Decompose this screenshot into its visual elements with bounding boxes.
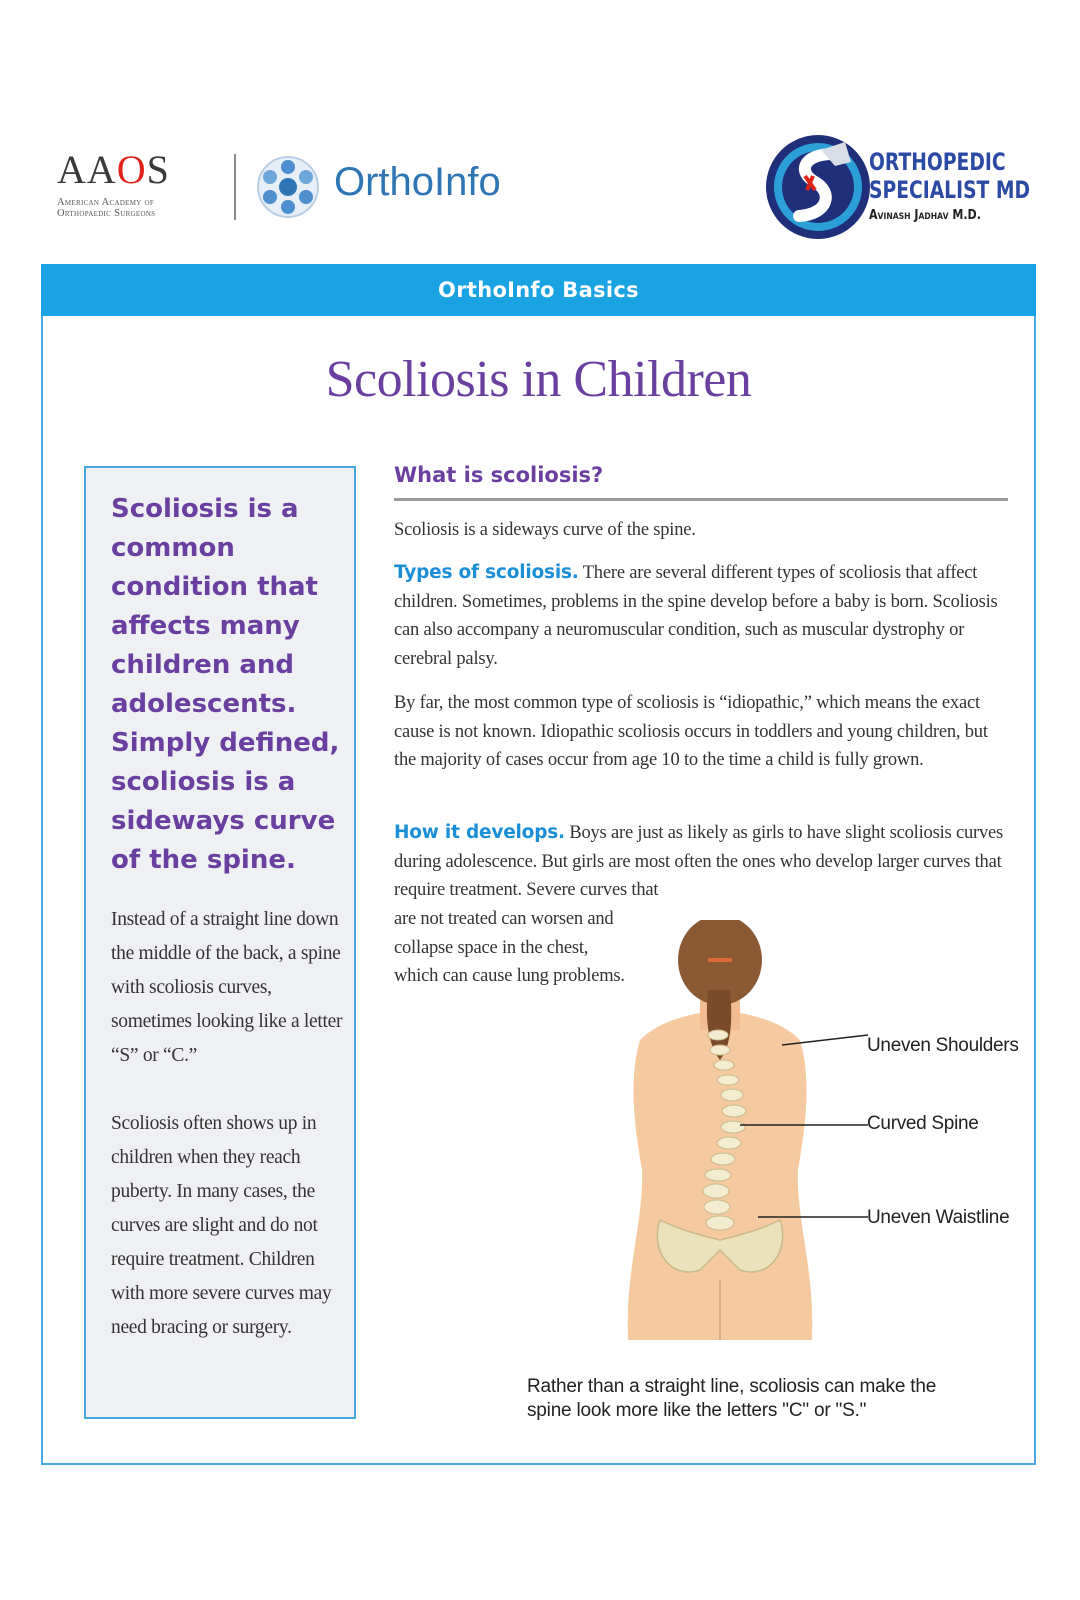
aaos-subtitle-line1: American Academy of (57, 197, 155, 208)
develops-lead-in: How it develops. (394, 822, 565, 843)
develops-paragraph-continued: are not treated can worsen and collapse space in the chest, which can cause lung problems. (394, 909, 625, 986)
definition-paragraph: Scoliosis is a sideways curve of the spine. (394, 520, 696, 540)
page-title: Scoliosis in Children (325, 351, 752, 408)
aaos-wordmark-o: O (116, 147, 147, 192)
osmd-name-line1: ORTHOPEDIC (869, 148, 1006, 176)
osmd-doctor-name: Avinash Jadhav M.D. (869, 208, 981, 223)
osmd-name-line2: SPECIALIST MD (869, 176, 1031, 204)
types-text: There are several different types of scoliosis that affect children. Sometimes, problems in the spine develop before a baby is born. Scoliosis can also accompany a neuromuscular condition, such as muscular dystrophy or cerebral palsy. (394, 563, 998, 669)
aaos-subtitle (57, 197, 207, 219)
orthoinfo-globe-icon (256, 155, 320, 219)
aaos-wordmark-aa: AA (57, 147, 117, 192)
orthoinfo-wordmark: OrthoInfo (334, 160, 501, 204)
logo-divider (234, 154, 236, 220)
section-heading: What is scoliosis? (394, 463, 604, 487)
label-uneven-waistline: Uneven Waistline (867, 1207, 1010, 1228)
types-paragraph (394, 559, 1009, 673)
banner: OrthoInfo Basics (41, 264, 1036, 316)
sidebar-paragraph: Instead of a straight line down the middle of the back, a spine with scoliosis curves, sometimes looking like a letter “S” or “C.” (111, 909, 343, 1066)
aaos-wordmark-s: S (146, 147, 170, 192)
illustration-leader-lines (740, 1030, 870, 1230)
section-rule (394, 498, 1008, 501)
aaos-logo (57, 147, 170, 192)
aaos-subtitle-line2: Orthopaedic Surgeons (57, 208, 156, 219)
label-uneven-shoulders: Uneven Shoulders (867, 1035, 1019, 1056)
sidebar-callout: Scoliosis is a common condition that affects many children and adolescents. Simply defined, scoliosis is a sideways curve of the spine. (111, 494, 340, 875)
develops-text: Boys are just as likely as girls to have slight scoliosis curves during adolescence. But girls are most often the ones who develop larger curves that require treatment. Severe curves that (394, 823, 1004, 900)
idiopathic-paragraph: By far, the most common type of scoliosis is “idiopathic,” which means the exact cause is not known. Idiopathic scoliosis occurs in toddlers and young children, but the majority of cases occur from age 10 to the time a child is fully grown. (394, 693, 988, 770)
sidebar-paragraph: Scoliosis often shows up in children when they reach puberty. In many cases, the curves are slight and do not require treatment. Children with more severe curves may need bracing or surgery. (111, 1113, 332, 1338)
label-curved-spine: Curved Spine (867, 1113, 979, 1134)
types-lead-in: Types of scoliosis. (394, 562, 579, 583)
develops-paragraph (394, 819, 1009, 905)
orthopedic-specialist-logo-icon (763, 132, 873, 242)
figure-caption: Rather than a straight line, scoliosis can make the spine look more like the letters "C" or "S." (527, 1376, 937, 1421)
